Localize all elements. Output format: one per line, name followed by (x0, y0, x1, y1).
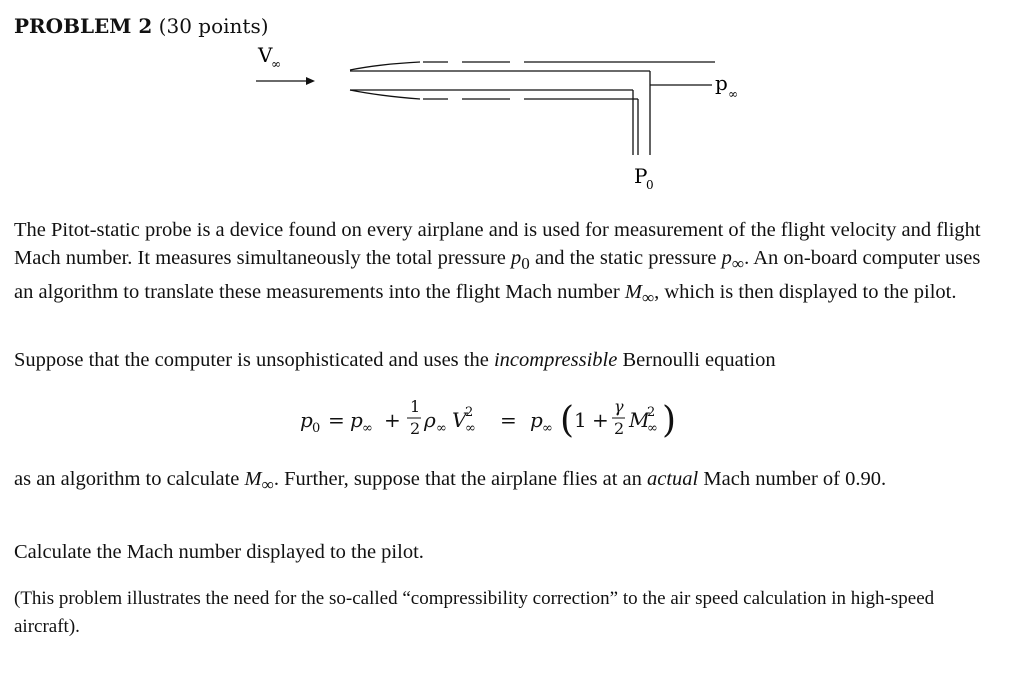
eq-p0: p (300, 408, 313, 432)
minf-symbol: M (624, 281, 642, 304)
eq-M-sup: 2 (647, 405, 656, 420)
paragraph-bernoulli (14, 346, 994, 374)
eq-rparen: ) (662, 400, 677, 441)
para1-text-a: The Pitot-static probe is a device found on every airplane and is used for measurement of the flight velocity and flight Mach number. It measures simultaneously the total pressure (14, 219, 981, 269)
paragraph-note (14, 585, 994, 641)
para2-emphasis: incompressible (493, 349, 618, 371)
problem-points: (30 points) (158, 14, 269, 38)
problem-label: PROBLEM 2 (14, 14, 153, 38)
probe-upper-nose (350, 62, 420, 70)
para2-text-a: Suppose that the computer is unsophisticated and uses the (14, 349, 494, 371)
para3-text-c: Mach number of 0.90. (698, 468, 887, 490)
eq-equals-1: = (328, 408, 345, 432)
eq-pinf-sub: ∞ (362, 421, 373, 436)
eq-plus-1: + (384, 408, 401, 432)
eq-pinf-2: p (530, 408, 543, 432)
para3-text-a: as an algorithm to calculate (14, 468, 245, 490)
eq-pinf: p (350, 408, 363, 432)
eq-M: M (629, 408, 650, 432)
para4-text: Calculate the Mach number displayed to the pilot. (14, 541, 424, 563)
eq-plus-2: + (592, 408, 609, 432)
eq-half-num: 1 (410, 397, 421, 416)
eq-p0-sub: 0 (312, 421, 321, 436)
para1-text-d: , which is then displayed to the pilot. (654, 281, 957, 304)
velocity-subscript: ∞ (271, 57, 281, 71)
para1-text-c: . An on-board computer uses an algorithm to translate these measurements into the flight Mach number (14, 247, 981, 304)
eq-V-sup: 2 (465, 405, 474, 420)
eq-half-den: 2 (410, 419, 421, 438)
eq-gamma: γ (614, 397, 624, 416)
eq-equals-2: = (500, 408, 517, 432)
pinf-subscript: ∞ (731, 254, 745, 274)
minf-subscript: ∞ (641, 288, 655, 308)
bernoulli-equation (290, 392, 760, 448)
total-pressure-label: P (634, 164, 648, 188)
paragraph-algorithm (14, 465, 994, 499)
total-pressure-subscript: 0 (646, 178, 654, 192)
velocity-arrow-head (306, 77, 315, 85)
eq-gamma-den: 2 (614, 419, 625, 438)
eq-rho-sub: ∞ (436, 421, 447, 436)
p0-subscript: 0 (521, 254, 530, 274)
velocity-label: V (258, 43, 273, 67)
pitot-probe-diagram (240, 38, 770, 198)
para3-text-b: . Further, suppose that the airplane flies at an (273, 468, 648, 490)
eq-V: V (452, 408, 467, 432)
eq-one: 1 (574, 408, 587, 432)
paragraph-task (14, 538, 994, 566)
static-pressure-subscript: ∞ (728, 87, 738, 101)
pinf-symbol: p (721, 247, 732, 269)
p0-symbol: p (511, 247, 522, 269)
eq-pinf-2-sub: ∞ (542, 421, 553, 436)
para3-emphasis: actual (647, 468, 699, 490)
problem-heading (14, 14, 269, 38)
para3-minf-symbol: M (244, 468, 262, 490)
para5-text: (This problem illustrates the need for the so-called “compressibility correction” to the air speed calculation in high-speed aircraft). (14, 588, 935, 637)
para1-text-b: and the static pressure (529, 247, 722, 269)
probe-lower-nose (350, 90, 420, 99)
para3-minf-subscript: ∞ (261, 475, 274, 495)
para2-text-b: Bernoulli equation (617, 349, 776, 371)
static-pressure-label: p (715, 71, 728, 95)
eq-M-sub: ∞ (647, 421, 658, 436)
eq-rho: ρ (424, 408, 436, 432)
eq-lparen: ( (560, 400, 575, 441)
paragraph-intro (14, 216, 994, 312)
eq-V-sub: ∞ (465, 421, 476, 436)
